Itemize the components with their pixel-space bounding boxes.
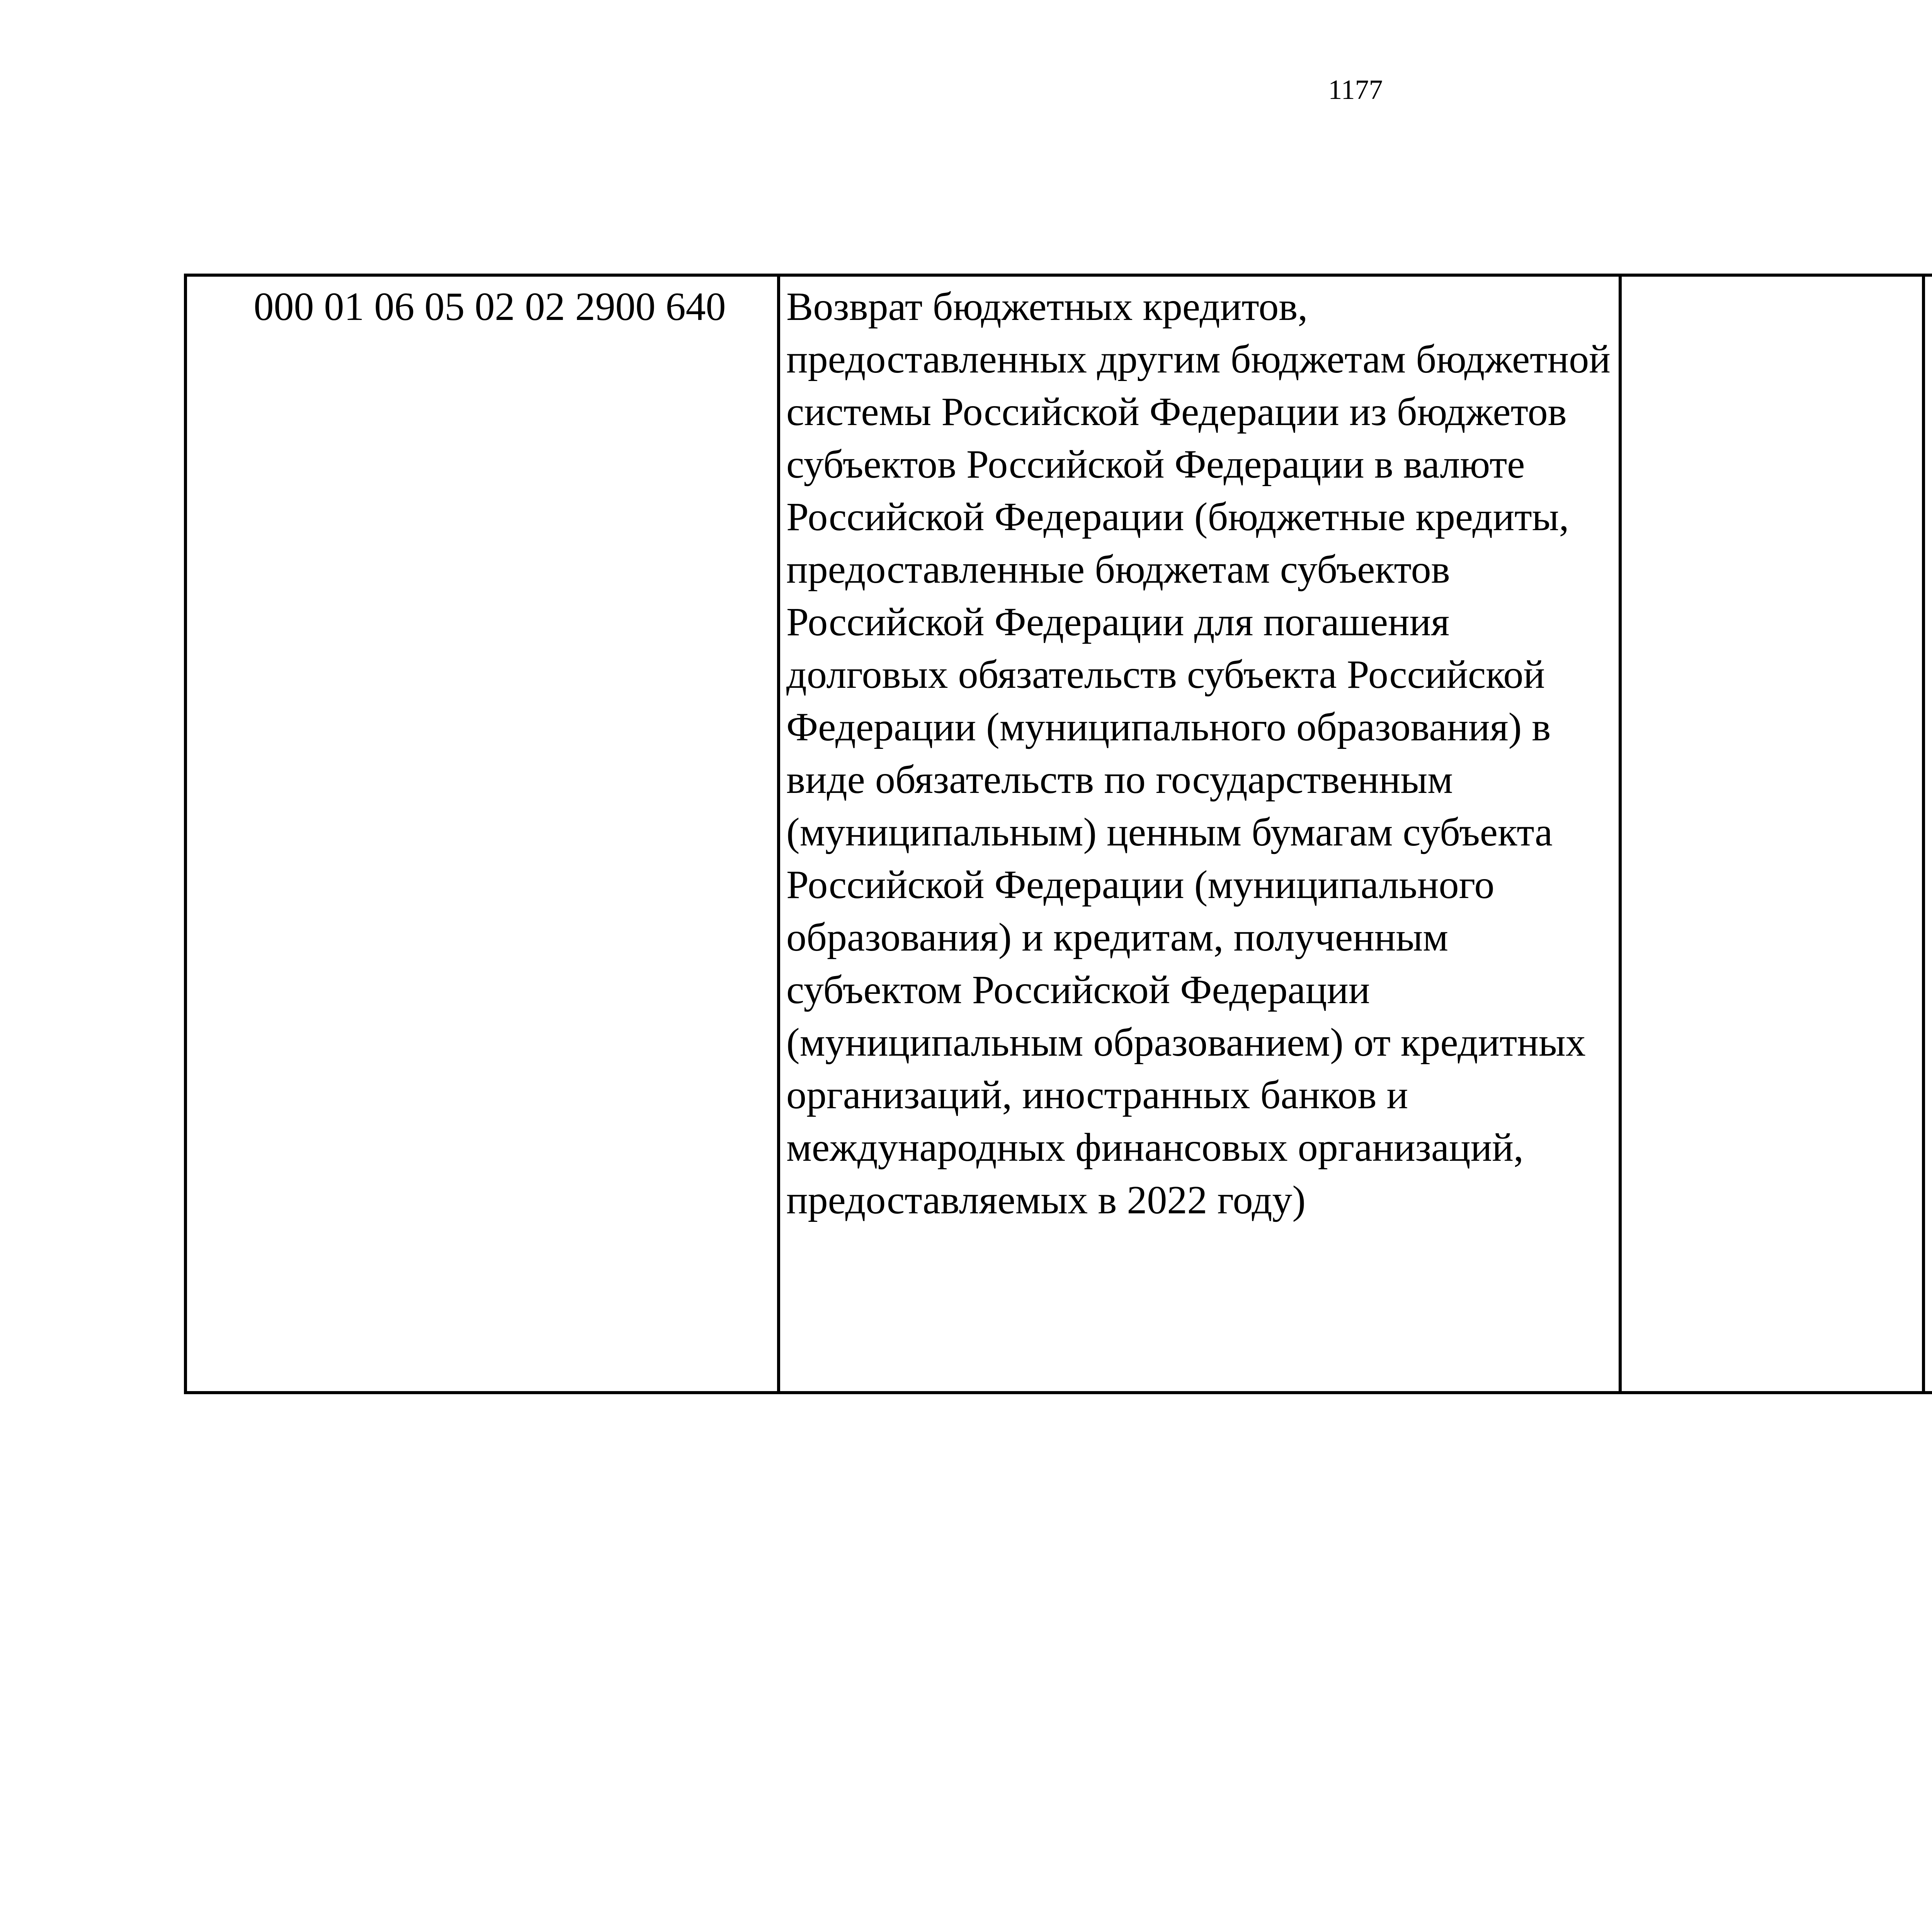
value-cell-2 [1923,275,1932,1393]
budget-code: 000 01 06 05 02 02 2900 640 [253,284,726,329]
budget-code-cell [185,275,779,1393]
budget-table [184,274,1932,1394]
table-row [185,275,1932,1393]
description-cell: Возврат бюджетных кредитов, предоставленных другим бюджетам бюджетной системы Российской Федерации из бюджетов субъектов Российской Федерации в валюте Российской Федерации (бюджетные кредиты, предоставленные бюджетам субъектов Российской Федерации для погашения долговых обязательств субъекта Российской Федерации (муниципального образования) в виде обязательств по государственным (муниципальным) ценным бумагам субъекта Российской Федерации (муниципального образования) и кредитам, полученным субъектом Российской Федерации (муниципальным образованием) от кредитных организаций, иностранных банков и международных финансовых организаций, предоставляемых в 2022 году) [779,275,1620,1393]
page-number: 1177 [1328,74,1383,105]
value-cell-1 [1620,275,1923,1393]
